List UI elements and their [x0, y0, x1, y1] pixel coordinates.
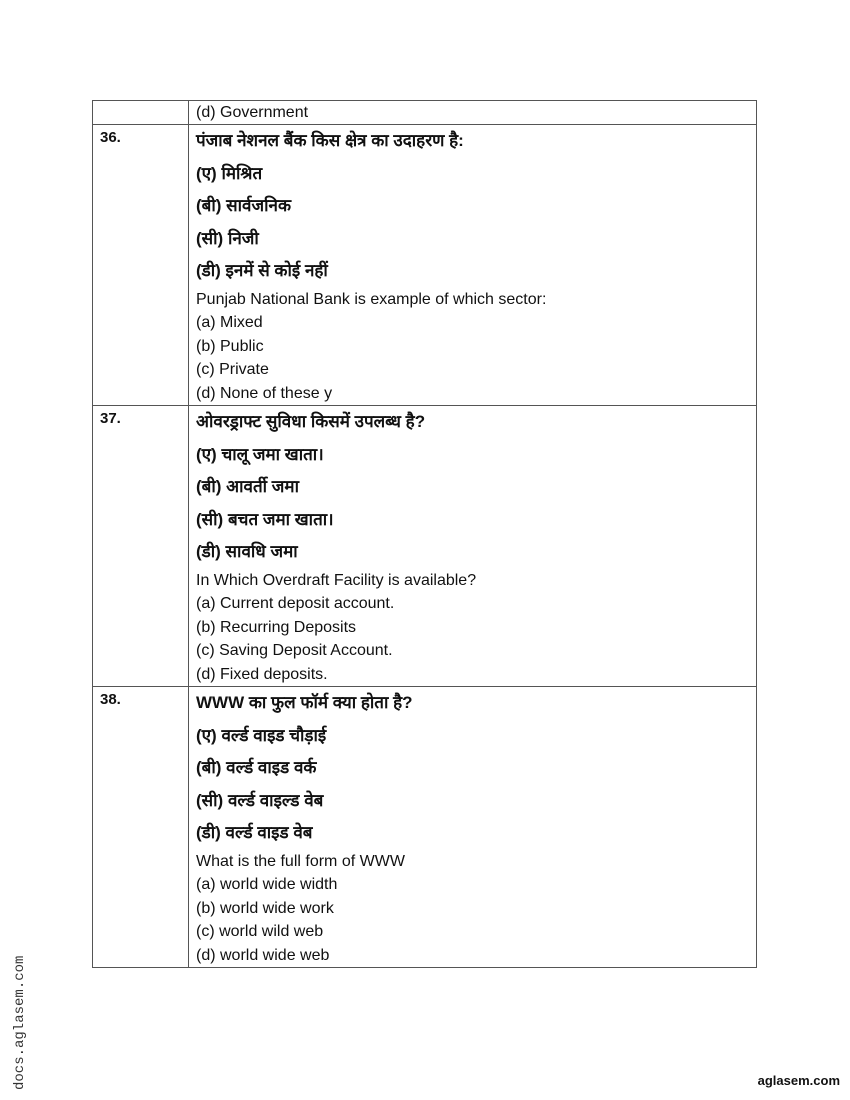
english-option-c: (c) Private	[196, 361, 269, 378]
english-option-d: (d) Fixed deposits.	[196, 665, 328, 683]
english-option-d: (d) None of these y	[196, 384, 333, 402]
english-option-c: (c) world wild web	[196, 923, 324, 940]
english-option-b: (b) Recurring Deposits	[196, 618, 357, 636]
hindi-option-b: (बी) आवर्ती जमा	[196, 477, 299, 496]
question-number: 37.	[93, 406, 189, 687]
table-row-question-38	[93, 687, 757, 968]
question-content-cell	[189, 101, 757, 125]
english-option-a: (a) world wide width	[196, 876, 338, 893]
english-option-c: (c) Saving Deposit Account.	[196, 642, 393, 659]
question-content-cell	[189, 687, 757, 968]
english-option-b: (b) world wide work	[196, 899, 334, 917]
hindi-option-a: (ए) चालू जमा खाता।	[196, 444, 324, 464]
option-d-government: (d) Government	[196, 104, 309, 121]
english-option-a: (a) Current deposit account.	[196, 595, 395, 612]
hindi-option-a: (ए) वर्ल्ड वाइड चौड़ाई	[196, 725, 327, 745]
table-row-question-36	[93, 125, 757, 406]
question-table	[92, 100, 757, 968]
english-option-b: (b) Public	[196, 337, 264, 355]
hindi-option-c: (सी) निजी	[196, 228, 259, 248]
english-question: In Which Overdraft Facility is available?	[196, 571, 477, 589]
question-number: 36.	[93, 125, 189, 406]
hindi-option-b: (बी) सार्वजनिक	[196, 196, 292, 215]
hindi-option-d: (डी) वर्ल्ड वाइड वेब	[196, 823, 313, 842]
english-option-d: (d) world wide web	[196, 946, 330, 964]
english-question: What is the full form of WWW	[196, 852, 405, 870]
hindi-question: WWW का फुल फॉर्म क्या होता है?	[196, 693, 413, 712]
question-number-cell	[93, 101, 189, 125]
table-row-question-37	[93, 406, 757, 687]
question-content-cell	[189, 406, 757, 687]
hindi-option-c: (सी) वर्ल्ड वाइल्ड वेब	[196, 790, 324, 810]
english-question: Punjab National Bank is example of which sector:	[196, 290, 547, 308]
english-option-a: (a) Mixed	[196, 314, 263, 331]
hindi-option-c: (सी) बचत जमा खाता।	[196, 509, 334, 529]
table-row-previous-tail	[93, 101, 757, 125]
question-content-cell	[189, 125, 757, 406]
question-number: 38.	[93, 687, 189, 968]
side-watermark: docs.aglasem.com	[12, 955, 28, 1090]
hindi-option-a: (ए) मिश्रित	[196, 163, 263, 183]
hindi-option-b: (बी) वर्ल्ड वाइड वर्क	[196, 758, 317, 777]
hindi-question: ओवरड्राफ्ट सुविधा किसमें उपलब्ध है?	[196, 412, 426, 431]
hindi-option-d: (डी) सावधि जमा	[196, 542, 298, 561]
hindi-option-d: (डी) इनमें से कोई नहीं	[196, 261, 328, 280]
footer-watermark: aglasem.com	[757, 1073, 840, 1088]
hindi-question: पंजाब नेशनल बैंक किस क्षेत्र का उदाहरण है:	[196, 131, 464, 150]
